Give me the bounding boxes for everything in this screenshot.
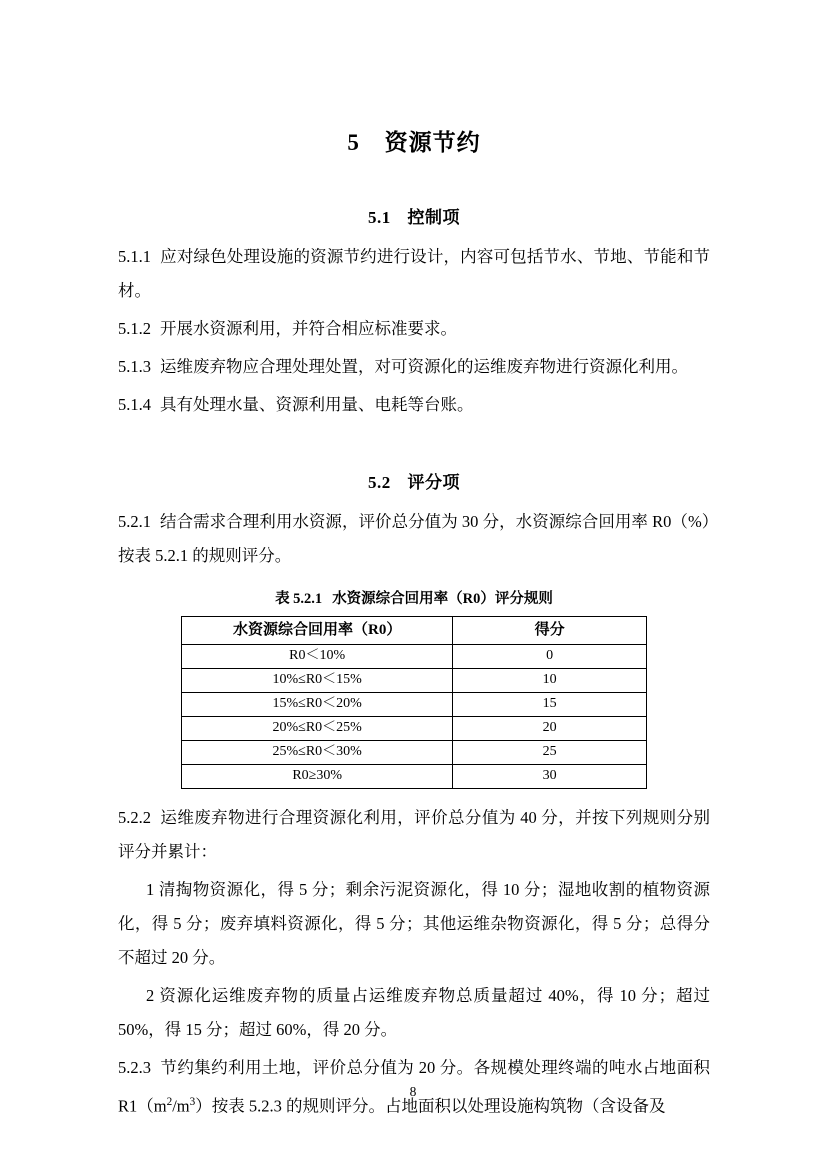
section-heading-5-1 xyxy=(118,157,710,228)
clause-text: 应对绿色处理设施的资源节约进行设计，内容可包括节水、节地、节能和节材。 xyxy=(118,247,710,300)
section-number: 5.1 xyxy=(368,208,391,227)
clause-5-2-1 xyxy=(118,493,710,573)
table-header-row xyxy=(182,617,647,645)
cell-score: 10 xyxy=(453,669,647,693)
table-row xyxy=(182,693,647,717)
section-heading-5-2 xyxy=(118,422,710,493)
table-caption xyxy=(118,573,710,608)
page-number: 8 xyxy=(409,1084,417,1099)
cell-ratio: R0≥30% xyxy=(182,765,453,789)
clause-text: 运维废弃物进行合理资源化利用，评价总分值为 40 分，并按下列规则分别评分并累计： xyxy=(118,808,710,861)
cell-score: 25 xyxy=(453,741,647,765)
chapter-title: 资源节约 xyxy=(384,130,481,155)
cell-ratio: 15%≤R0＜20% xyxy=(182,693,453,717)
clause-label: 5.2.1 xyxy=(118,512,151,531)
clause-5-2-2-item-2 xyxy=(118,975,710,1047)
clause-label: 5.1.3 xyxy=(118,357,151,376)
cell-score: 15 xyxy=(453,693,647,717)
table-row xyxy=(182,645,647,669)
cell-ratio: 20%≤R0＜25% xyxy=(182,717,453,741)
section-number: 5.2 xyxy=(368,473,391,492)
superscript-area-exponent: 2 xyxy=(166,1096,173,1108)
superscript-volume-exponent: 3 xyxy=(189,1096,196,1108)
clause-label: 5.2.3 xyxy=(118,1058,151,1077)
table-caption-title: 水资源综合回用率（R0）评分规则 xyxy=(332,591,553,607)
clause-text-part-c: ）按表 5.2.3 的规则评分。占地面积以处理设施构筑物（含设备及 xyxy=(195,1096,666,1116)
clause-label: 5.2.2 xyxy=(118,808,151,827)
column-header-ratio: 水资源综合回用率（R0） xyxy=(182,617,453,645)
clause-label: 5.1.2 xyxy=(118,319,151,338)
chapter-number: 5 xyxy=(347,130,360,155)
clause-text: 运维废弃物应合理处理处置，对可资源化的运维废弃物进行资源化利用。 xyxy=(160,357,688,376)
clause-text: 结合需求合理利用水资源，评价总分值为 30 分，水资源综合回用率 R0（%）按表 5.2.1 的规则评分。 xyxy=(118,512,710,565)
column-header-score: 得分 xyxy=(453,617,647,645)
table-row xyxy=(182,765,647,789)
cell-ratio: R0＜10% xyxy=(182,645,453,669)
clause-text: 开展水资源利用，并符合相应标准要求。 xyxy=(160,319,457,338)
clause-label: 5.1.1 xyxy=(118,247,151,266)
cell-score: 20 xyxy=(453,717,647,741)
cell-score: 0 xyxy=(453,645,647,669)
table-caption-number: 表 5.2.1 xyxy=(275,591,323,607)
table-row xyxy=(182,741,647,765)
clause-5-2-2-item-1 xyxy=(118,869,710,975)
clause-text-part-a: 节约集约利用土地，评价总分值为 20 分。各规模处理终端的吨水占地面积 R1（m xyxy=(118,1058,710,1116)
table-row xyxy=(182,669,647,693)
score-rule-table xyxy=(181,616,647,789)
page-content xyxy=(118,0,710,1124)
clause-5-1-1 xyxy=(118,228,710,308)
clause-5-1-2 xyxy=(118,308,710,346)
cell-score: 30 xyxy=(453,765,647,789)
clause-text: 2 资源化运维废弃物的质量占运维废弃物总质量超过 40%，得 10 分；超过 50%，得 15 分；超过 60%，得 20 分。 xyxy=(118,986,710,1039)
section-title: 控制项 xyxy=(407,208,460,227)
clause-5-2-2 xyxy=(118,789,710,869)
section-title: 评分项 xyxy=(407,473,460,492)
chapter-heading xyxy=(118,0,710,157)
clause-text: 具有处理水量、资源利用量、电耗等台账。 xyxy=(160,395,474,414)
table-row xyxy=(182,717,647,741)
clause-text: 1 清掏物资源化，得 5 分；剩余污泥资源化，得 10 分；湿地收割的植物资源化，得 5 分；废弃填料资源化，得 5 分；其他运维杂物资源化，得 5 分；总得分不超过 20 分。 xyxy=(118,880,710,967)
clause-text-part-b: /m xyxy=(172,1096,190,1116)
clause-label: 5.1.4 xyxy=(118,395,151,414)
cell-ratio: 10%≤R0＜15% xyxy=(182,669,453,693)
cell-ratio: 25%≤R0＜30% xyxy=(182,741,453,765)
clause-5-1-3 xyxy=(118,346,710,384)
clause-5-1-4 xyxy=(118,384,710,422)
